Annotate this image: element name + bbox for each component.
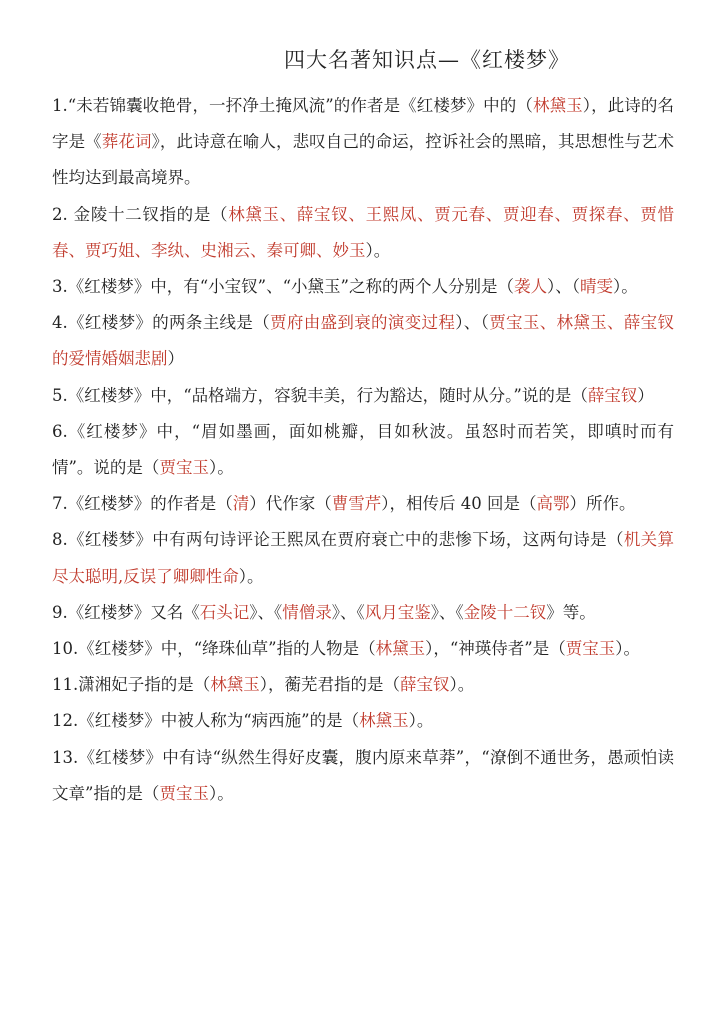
answer-text: 曹雪芹 bbox=[331, 494, 382, 514]
question-text: ）。 bbox=[208, 783, 234, 803]
question-3 bbox=[52, 269, 674, 305]
answer-text: 林黛玉 bbox=[375, 639, 426, 659]
question-text: 3.《红楼梦》中，有“小宝钗”、“小黛玉”之称的两个人分别是（ bbox=[52, 277, 514, 297]
question-text: 12.《红楼梦》中被人称为“病西施”的是（ bbox=[52, 711, 360, 731]
answer-text: 林黛玉 bbox=[210, 675, 260, 695]
question-text: ）、（ bbox=[455, 313, 490, 333]
answer-text: 风月宝鉴 bbox=[364, 602, 431, 622]
question-text: ）。 bbox=[449, 675, 475, 695]
question-text: 》，此诗意在喻人，悲叹自己的命运，控诉社会的黑暗，其思想性与艺术性均达到最高境界。 bbox=[52, 132, 675, 188]
question-text: 2. 金陵十二钗指的是（ bbox=[52, 204, 229, 224]
question-text: 11.潇湘妃子指的是（ bbox=[52, 675, 211, 695]
question-text: ）。 bbox=[238, 566, 264, 586]
question-text: ），蘅芜君指的是（ bbox=[259, 675, 400, 695]
question-text: 5.《红楼梦》中，“品格端方，容貌丰美，行为豁达，随时从分。”说的是（ bbox=[52, 385, 588, 405]
question-text: 》等。 bbox=[546, 602, 596, 622]
question-text: 7.《红楼梦》的作者是（ bbox=[52, 494, 233, 514]
question-5 bbox=[52, 378, 674, 414]
question-text: 9.《红楼梦》又名《 bbox=[52, 602, 200, 622]
question-text: ）、（ bbox=[546, 277, 580, 297]
question-text: 10.《红楼梦》中，“绛珠仙草”指的人物是（ bbox=[52, 639, 376, 659]
question-text: ） bbox=[637, 385, 654, 405]
question-text: 》、《 bbox=[331, 602, 365, 622]
question-2 bbox=[52, 197, 674, 269]
answer-text: 薛宝钗 bbox=[587, 385, 638, 405]
question-9 bbox=[52, 595, 674, 631]
answer-text: 林黛玉 bbox=[532, 96, 583, 115]
answer-text: 贾宝玉 bbox=[159, 458, 209, 478]
answer-text: 葬花词 bbox=[101, 132, 152, 152]
answer-text: 石头记 bbox=[199, 602, 250, 622]
question-text: ）。 bbox=[612, 277, 638, 297]
answer-text: 机关算尽太聪明,反误了卿卿性命 bbox=[52, 530, 674, 586]
question-text: ）。 bbox=[615, 639, 640, 659]
question-11 bbox=[52, 667, 674, 703]
question-7 bbox=[52, 486, 674, 522]
question-text: ），相传后 40 回是（ bbox=[381, 494, 537, 514]
question-text: ）。 bbox=[365, 240, 391, 260]
question-10 bbox=[52, 631, 674, 667]
answer-text: 袭人 bbox=[513, 277, 547, 297]
question-text: ）。 bbox=[408, 711, 434, 731]
answer-text: 高鄂 bbox=[536, 494, 570, 514]
question-text: ），“神瑛侍者”是（ bbox=[425, 639, 566, 659]
question-text: ）。 bbox=[208, 458, 234, 478]
answer-text: 晴雯 bbox=[579, 277, 613, 297]
question-6 bbox=[52, 414, 674, 486]
question-text: 6.《红楼梦》中，“眉如墨画，面如桃瓣，目如秋波。虽怒时而若笑，即嗔时而有情”。说的是（ bbox=[52, 421, 674, 478]
page-title: 四大名著知识点—《红楼梦》 bbox=[284, 48, 570, 72]
question-text: 1.“未若锦囊收艳骨，一抔净土掩风流”的作者是《红楼梦》中的（ bbox=[52, 96, 533, 115]
answer-text: 贾宝玉 bbox=[565, 639, 616, 659]
question-list bbox=[52, 88, 674, 812]
question-13 bbox=[52, 740, 674, 812]
answer-text: 金陵十二钗 bbox=[463, 602, 547, 622]
question-text: 13.《红楼梦》中有诗“纵然生得好皮囊，腹内原来草莽”，“潦倒不通世务，愚顽怕读文章”指的是（ bbox=[52, 747, 674, 803]
question-text: ）所作。 bbox=[569, 494, 636, 514]
question-text: ）代作家（ bbox=[249, 494, 332, 514]
answer-text: 贾宝玉、林黛玉、薛宝钗的爱情婚姻悲剧 bbox=[52, 313, 675, 369]
question-8 bbox=[52, 522, 674, 594]
answer-text: 贾宝玉 bbox=[159, 783, 209, 803]
question-text: 》、《 bbox=[249, 602, 283, 622]
question-4 bbox=[52, 305, 674, 377]
question-text: 8.《红楼梦》中有两句诗评论王熙凤在贾府衰亡中的悲惨下场，这两句诗是（ bbox=[52, 530, 624, 550]
answer-text: 贾府由盛到衰的演变过程 bbox=[270, 313, 456, 333]
answer-text: 情僧录 bbox=[282, 602, 332, 622]
answer-text: 薛宝钗 bbox=[400, 675, 450, 695]
answer-text: 林黛玉、薛宝钗、王熙凤、贾元春、贾迎春、贾探春、贾惜春、贾巧姐、李纨、史湘云、秦可卿、妙玉 bbox=[52, 204, 674, 260]
question-text: 4.《红楼梦》的两条主线是（ bbox=[52, 313, 271, 333]
answer-text: 清 bbox=[232, 494, 250, 514]
question-text: 》、《 bbox=[430, 602, 464, 622]
question-text: ） bbox=[167, 349, 184, 369]
answer-text: 林黛玉 bbox=[359, 711, 409, 731]
question-12 bbox=[52, 703, 674, 739]
question-text: ），此诗的名字是《 bbox=[52, 96, 675, 152]
question-1 bbox=[52, 88, 674, 197]
